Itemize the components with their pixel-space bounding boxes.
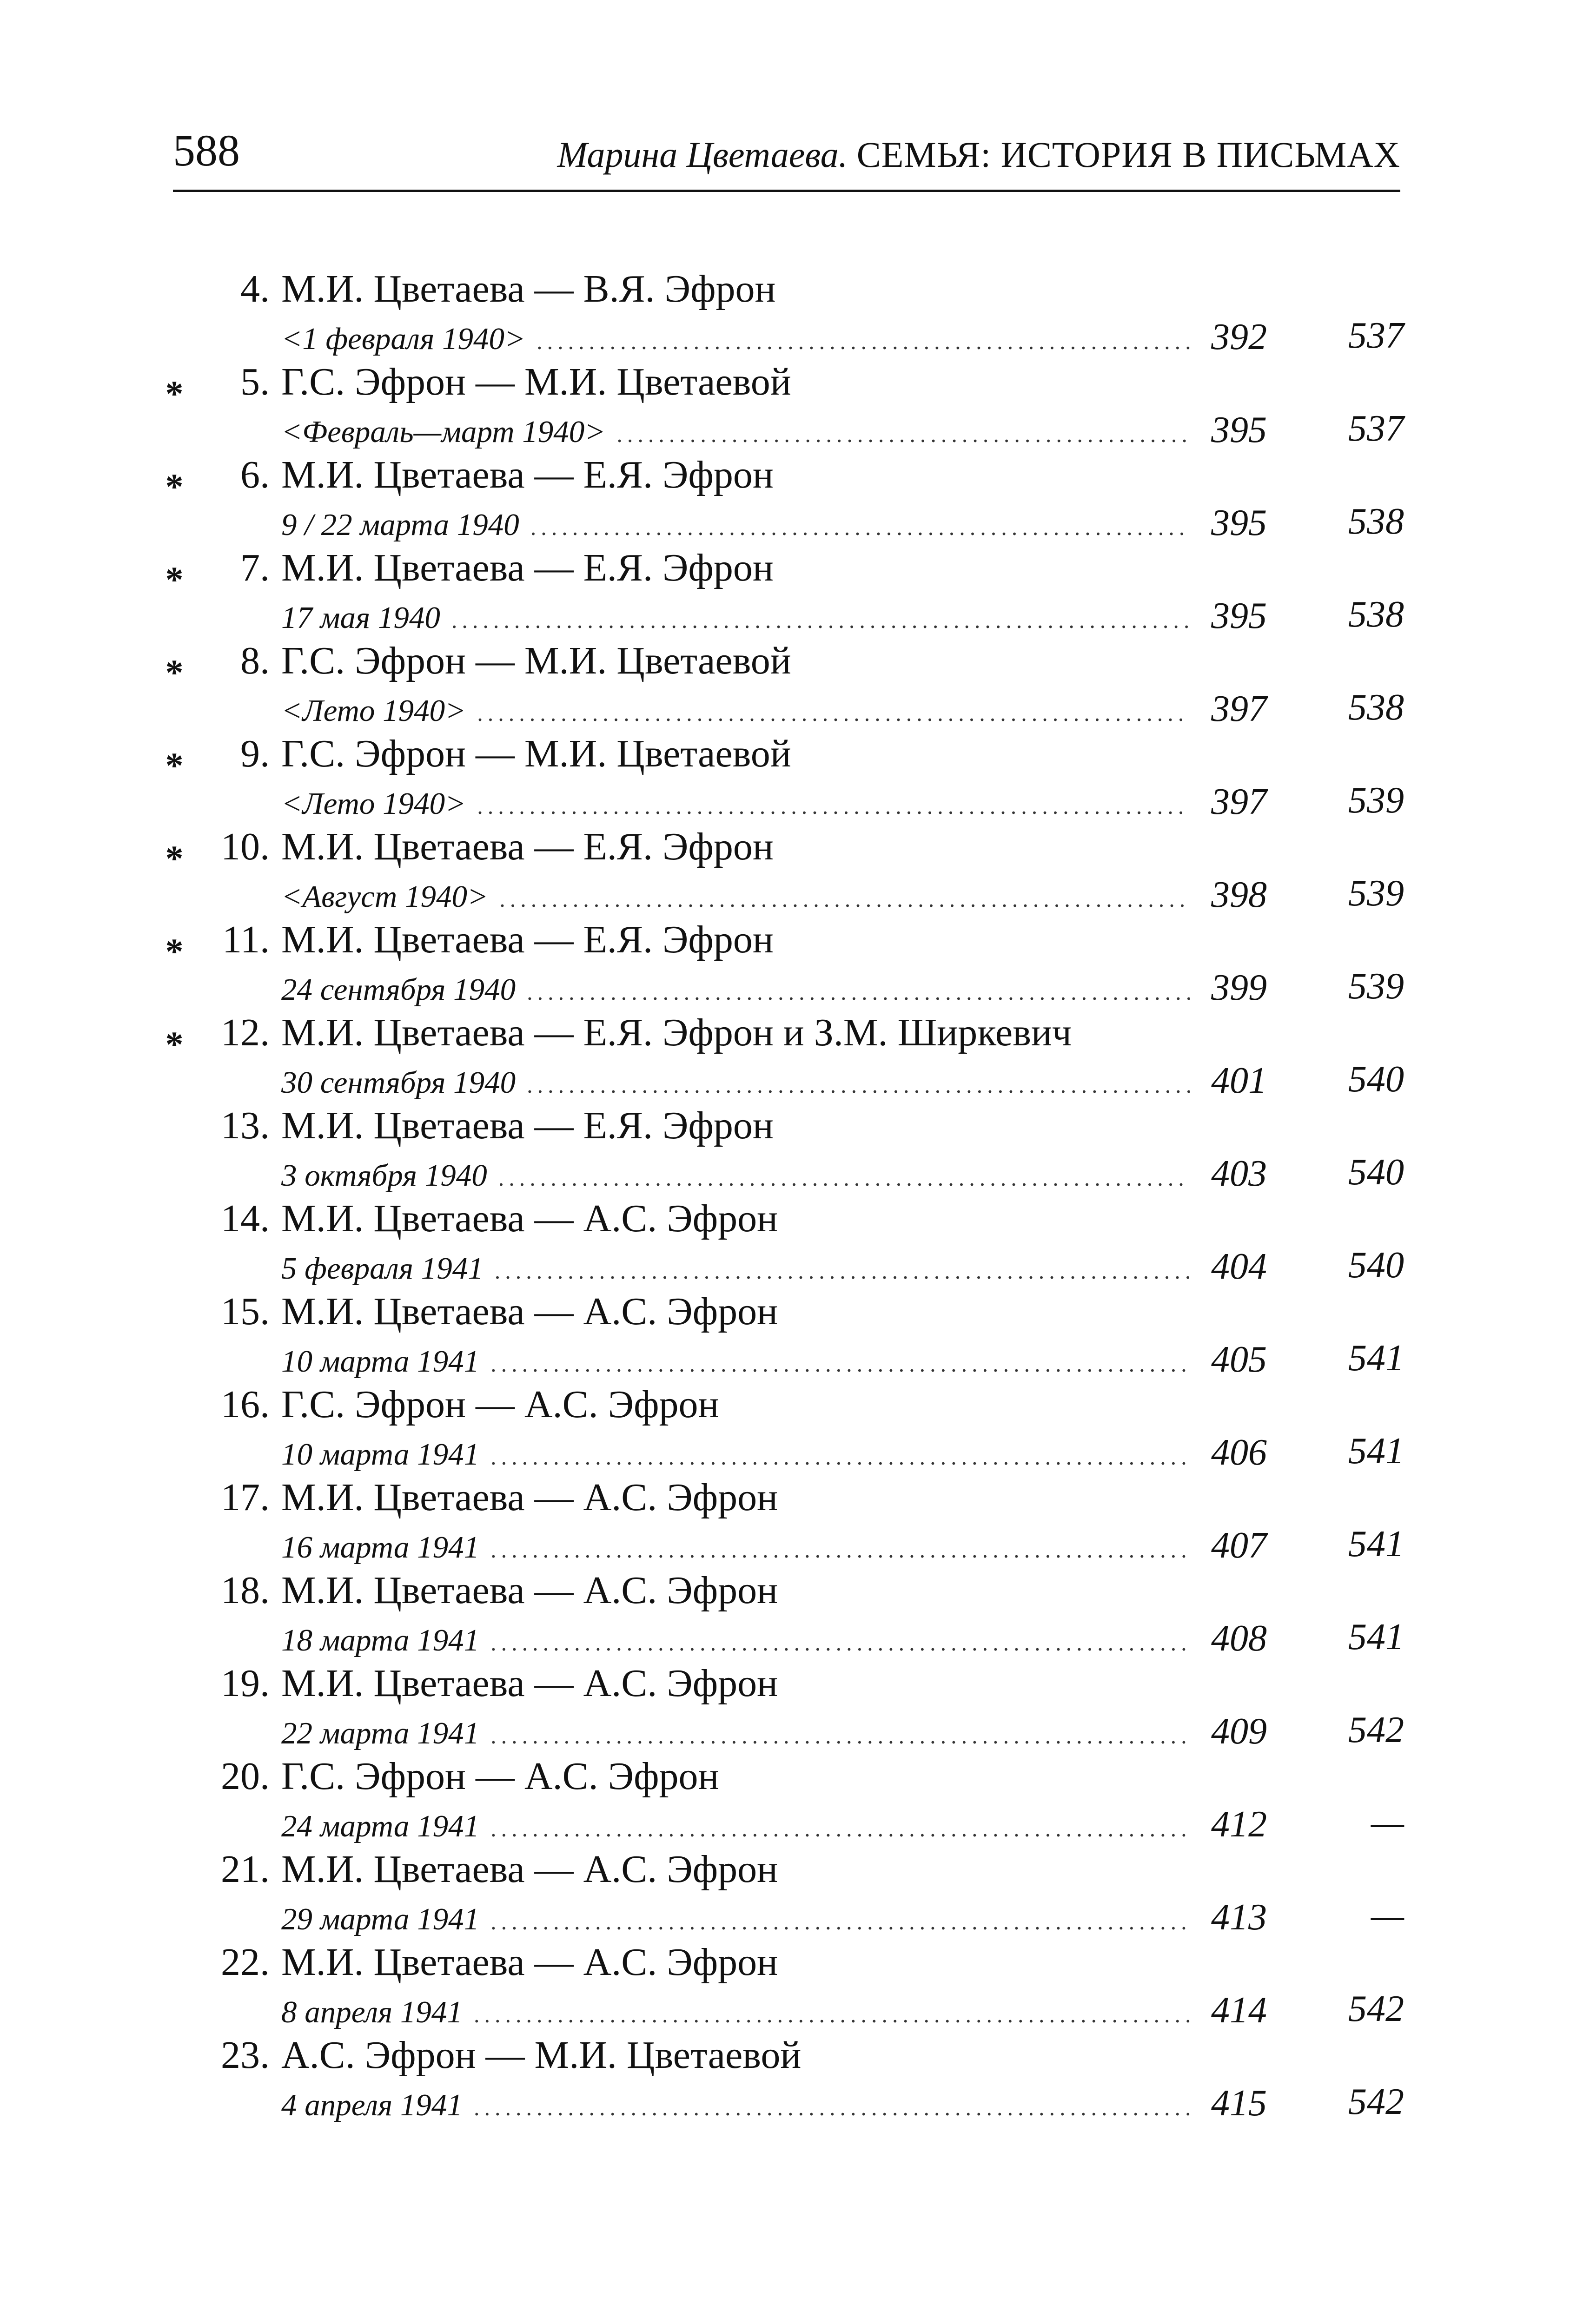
entry-date-row <box>281 783 1267 820</box>
asterisk-marker: * <box>165 745 184 786</box>
entry-number: 23. <box>221 2034 270 2077</box>
asterisk-marker: * <box>165 559 184 600</box>
entry-date: 24 марта 1941 <box>281 1809 480 1843</box>
entry-date-row <box>281 1341 1267 1378</box>
entry-number: 11. <box>222 918 270 961</box>
entry-title: М.И. Цветаева — Е.Я. Эфрон <box>281 546 774 589</box>
asterisk-marker: * <box>165 1024 184 1064</box>
dot-leader <box>530 515 1190 539</box>
entry-title: М.И. Цветаева — Е.Я. Эфрон <box>281 1104 774 1147</box>
entry-date: <Август 1940> <box>281 879 489 914</box>
entry-number: 22. <box>221 1941 270 1984</box>
entry-title: М.И. Цветаева — В.Я. Эфрон <box>281 267 776 310</box>
entry-comment-page: — <box>1371 1895 1404 1936</box>
entry-date: 10 марта 1941 <box>281 1344 480 1379</box>
entry-number: 19. <box>221 1662 270 1705</box>
entry-number: 20. <box>221 1755 270 1798</box>
entry-date-row <box>281 1713 1267 1750</box>
entry-date-row <box>281 1899 1267 1936</box>
dot-leader <box>527 980 1190 1004</box>
entry-date: 30 сентября 1940 <box>281 1065 516 1100</box>
toc-entry-23 <box>0 2036 1570 2222</box>
entry-date: 5 февраля 1941 <box>281 1251 484 1286</box>
entry-title: М.И. Цветаева — Е.Я. Эфрон и З.М. Ширкевич <box>281 1011 1072 1054</box>
entry-date: 10 марта 1941 <box>281 1437 480 1472</box>
table-of-contents <box>0 267 1570 2175</box>
dot-leader <box>451 608 1190 632</box>
entry-date: 3 октября 1940 <box>281 1158 487 1193</box>
entry-title: М.И. Цветаева — А.С. Эфрон <box>281 1290 778 1333</box>
entry-page: 395 <box>1211 502 1267 543</box>
entry-page: 392 <box>1211 317 1267 357</box>
entry-page: 401 <box>1211 1060 1267 1101</box>
entry-page: 404 <box>1211 1246 1267 1287</box>
entry-date: <Февраль—март 1940> <box>281 415 606 449</box>
entry-page: 397 <box>1211 781 1267 822</box>
entry-title: М.И. Цветаева — А.С. Эфрон <box>281 1197 778 1240</box>
dot-leader <box>474 2003 1190 2026</box>
dot-leader <box>490 1352 1190 1375</box>
entry-title: Г.С. Эфрон — М.И. Цветаевой <box>281 732 791 775</box>
entry-date-row <box>281 318 1267 356</box>
entry-comment-page: 542 <box>1348 1988 1404 2029</box>
entry-comment-page: 542 <box>1348 2081 1404 2122</box>
entry-number: 17. <box>221 1476 270 1519</box>
dot-leader <box>537 330 1190 353</box>
running-title <box>557 134 1400 175</box>
entry-date: 16 марта 1941 <box>281 1530 480 1565</box>
entry-number: 4. <box>240 267 270 310</box>
entry-comment-page: 541 <box>1348 1524 1404 1565</box>
entry-number: 18. <box>221 1569 270 1612</box>
entry-number: 16. <box>221 1383 270 1426</box>
dot-leader <box>490 1910 1190 1933</box>
entry-comment-page: 539 <box>1348 966 1404 1007</box>
entry-page: 414 <box>1211 1990 1267 2031</box>
entry-date-row <box>281 1062 1267 1099</box>
entry-date: 22 марта 1941 <box>281 1716 480 1750</box>
entry-number: 15. <box>221 1290 270 1333</box>
entry-number: 21. <box>221 1848 270 1891</box>
entry-comment-page: 540 <box>1348 1245 1404 1286</box>
entry-number: 14. <box>221 1197 270 1240</box>
entry-comment-page: 540 <box>1348 1152 1404 1193</box>
entry-comment-page: 537 <box>1348 315 1404 356</box>
entry-page: 405 <box>1211 1339 1267 1380</box>
entry-title: Г.С. Эфрон — А.С. Эфрон <box>281 1755 719 1798</box>
entry-comment-page: 539 <box>1348 873 1404 914</box>
entry-page: 395 <box>1211 595 1267 636</box>
entry-date-row <box>281 1248 1267 1285</box>
asterisk-marker: * <box>165 466 184 507</box>
entry-number: 12. <box>221 1011 270 1054</box>
dot-leader <box>498 1166 1190 1189</box>
entry-number: 5. <box>240 360 270 403</box>
running-book-title: СЕМЬЯ: ИСТОРИЯ В ПИСЬМАХ <box>856 134 1400 175</box>
entry-comment-page: 541 <box>1348 1617 1404 1657</box>
entry-title: М.И. Цветаева — А.С. Эфрон <box>281 1476 778 1519</box>
entry-title: М.И. Цветаева — А.С. Эфрон <box>281 1662 778 1705</box>
dot-leader <box>474 2096 1190 2119</box>
entry-number: 6. <box>240 453 270 496</box>
entry-date: 18 марта 1941 <box>281 1623 480 1657</box>
dot-leader <box>527 1073 1190 1096</box>
entry-title: М.И. Цветаева — Е.Я. Эфрон <box>281 453 774 496</box>
entry-comment-page: — <box>1371 1802 1404 1843</box>
entry-page: 413 <box>1211 1897 1267 1938</box>
asterisk-marker: * <box>165 931 184 971</box>
entry-date-row <box>281 690 1267 727</box>
asterisk-marker: * <box>165 838 184 878</box>
entry-date: 17 мая 1940 <box>281 601 440 635</box>
entry-date-row <box>281 969 1267 1006</box>
entry-page: 408 <box>1211 1618 1267 1659</box>
dot-leader <box>495 1259 1190 1282</box>
dot-leader <box>490 1538 1190 1561</box>
entry-comment-page: 540 <box>1348 1059 1404 1100</box>
dot-leader <box>490 1445 1190 1468</box>
entry-number: 7. <box>240 546 270 589</box>
entry-date-row <box>281 1620 1267 1657</box>
entry-date: 24 сентября 1940 <box>281 972 516 1007</box>
asterisk-marker: * <box>165 652 184 693</box>
entry-date-row <box>281 2085 1267 2122</box>
entry-comment-page: 542 <box>1348 1710 1404 1750</box>
entry-number: 8. <box>240 639 270 682</box>
entry-date: <Лето 1940> <box>281 693 466 728</box>
entry-comment-page: 539 <box>1348 780 1404 821</box>
entry-title: М.И. Цветаева — А.С. Эфрон <box>281 1569 778 1612</box>
entry-title: А.С. Эфрон — М.И. Цветаевой <box>281 2034 802 2077</box>
entry-date: <Лето 1940> <box>281 786 466 821</box>
entry-page: 415 <box>1211 2083 1267 2124</box>
entry-page: 398 <box>1211 874 1267 915</box>
entry-title: М.И. Цветаева — А.С. Эфрон <box>281 1848 778 1891</box>
entry-page: 399 <box>1211 967 1267 1008</box>
entry-date-row <box>281 1527 1267 1564</box>
dot-leader <box>477 794 1190 818</box>
entry-title: Г.С. Эфрон — А.С. Эфрон <box>281 1383 719 1426</box>
page-header <box>173 125 1400 192</box>
entry-comment-page: 537 <box>1348 408 1404 449</box>
entry-date-row <box>281 411 1267 449</box>
page-number: 588 <box>173 125 240 175</box>
entry-title: М.И. Цветаева — Е.Я. Эфрон <box>281 825 774 868</box>
dot-leader <box>499 887 1190 911</box>
entry-page: 397 <box>1211 688 1267 729</box>
entry-date: 9 / 22 марта 1940 <box>281 508 519 542</box>
entry-page: 406 <box>1211 1432 1267 1473</box>
dot-leader <box>616 423 1190 446</box>
entry-page: 412 <box>1211 1804 1267 1845</box>
entry-date-row <box>281 597 1267 634</box>
entry-title: Г.С. Эфрон — М.И. Цветаевой <box>281 639 791 682</box>
dot-leader <box>490 1724 1190 1747</box>
entry-number: 10. <box>221 825 270 868</box>
entry-date: 4 апреля 1941 <box>281 2088 463 2122</box>
entry-title: М.И. Цветаева — Е.Я. Эфрон <box>281 918 774 961</box>
running-author: Марина Цветаева. <box>557 134 848 175</box>
entry-page: 409 <box>1211 1711 1267 1752</box>
entry-number: 13. <box>221 1104 270 1147</box>
entry-date-row <box>281 504 1267 541</box>
entry-date-row <box>281 1155 1267 1192</box>
entry-date-row <box>281 876 1267 913</box>
entry-date-row <box>281 1992 1267 2029</box>
entry-page: 395 <box>1211 409 1267 450</box>
dot-leader <box>490 1817 1190 1840</box>
entry-date-row <box>281 1806 1267 1843</box>
entry-comment-page: 541 <box>1348 1431 1404 1472</box>
asterisk-marker: * <box>165 373 184 414</box>
entry-date: 29 марта 1941 <box>281 1902 480 1936</box>
entry-page: 407 <box>1211 1525 1267 1566</box>
dot-leader <box>477 701 1190 725</box>
entry-date: 8 апреля 1941 <box>281 1995 463 2029</box>
entry-date: <1 февраля 1940> <box>281 322 526 356</box>
dot-leader <box>490 1631 1190 1654</box>
entry-comment-page: 538 <box>1348 687 1404 728</box>
entry-page: 403 <box>1211 1153 1267 1194</box>
entry-number: 9. <box>240 732 270 775</box>
entry-date-row <box>281 1434 1267 1471</box>
entry-title: Г.С. Эфрон — М.И. Цветаевой <box>281 360 791 403</box>
entry-comment-page: 541 <box>1348 1338 1404 1379</box>
entry-comment-page: 538 <box>1348 501 1404 542</box>
entry-title: М.И. Цветаева — А.С. Эфрон <box>281 1941 778 1984</box>
entry-comment-page: 538 <box>1348 594 1404 635</box>
